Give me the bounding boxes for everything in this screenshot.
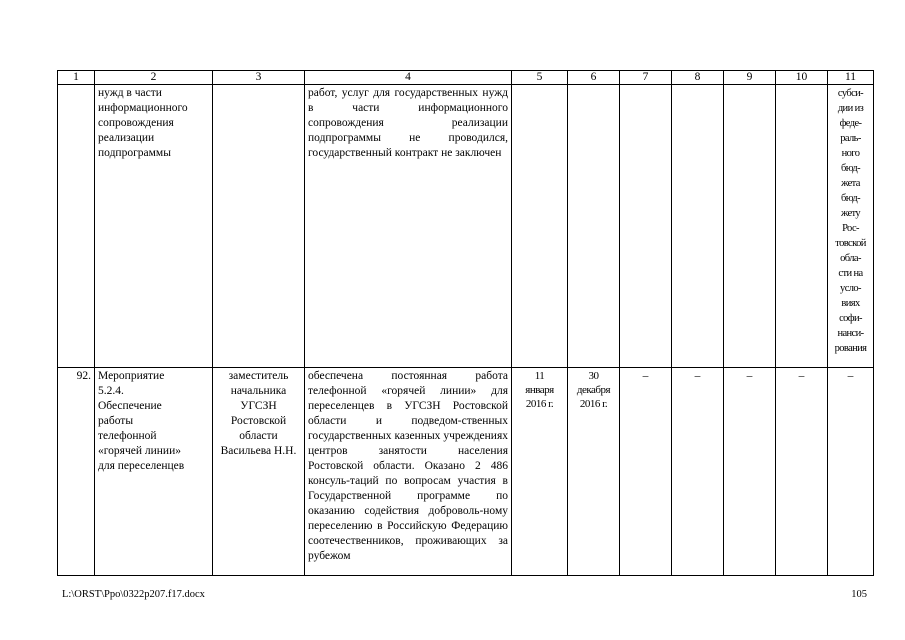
footer-file-path: L:\ORST\Ppo\0322p207.f17.docx [62, 589, 205, 600]
cell-col-7 [620, 85, 672, 368]
header-cell-10: 10 [776, 71, 828, 85]
cell-col-9: – [724, 368, 776, 576]
footer-page-number: 105 [851, 589, 867, 600]
cell-col-8 [672, 85, 724, 368]
cell-col-10: – [776, 368, 828, 576]
table-row-92 [58, 368, 874, 576]
header-cell-5: 5 [512, 71, 568, 85]
cell-col-7: – [620, 368, 672, 576]
header-cell-9: 9 [724, 71, 776, 85]
cell-number [58, 85, 95, 368]
cell-col-11: – [828, 368, 874, 576]
cell-col-10 [776, 85, 828, 368]
cell-end-date: 30 декабря 2016 г. [568, 368, 620, 576]
cell-col-11: субси- дии из феде- раль- ного бюд- жета бюд- жету Рос- товской обла- сти на усло- виях софи- нанси- рования [828, 85, 874, 368]
header-cell-1: 1 [58, 71, 95, 85]
table-row-continuation [58, 85, 874, 368]
cell-col-9 [724, 85, 776, 368]
header-cell-8: 8 [672, 71, 724, 85]
cell-result: обеспечена постоянная работа телефонной «горячей линии» для переселенцев в УГСЗН Ростовской области и подведом-ственных государственных казенных учреждениях центров занятости населения Ростовской области. Оказано 2 486 консуль-таций по вопросам участия в Государственной программе по оказанию содействия доброволь-ному переселению в Российскую Федерацию соотечественников, проживающих за рубежом [305, 368, 512, 576]
report-table [57, 70, 874, 576]
cell-event-name: нужд в части информационного сопровождения реализации подпрограммы [95, 85, 213, 368]
header-cell-11: 11 [828, 71, 874, 85]
cell-responsible: заместитель начальника УГСЗН Ростовской области Васильева Н.Н. [213, 368, 305, 576]
header-cell-7: 7 [620, 71, 672, 85]
header-cell-6: 6 [568, 71, 620, 85]
header-cell-3: 3 [213, 71, 305, 85]
header-cell-4: 4 [305, 71, 512, 85]
cell-result: работ, услуг для государственных нужд в части информационного сопровождения реализации подпрограммы не проводился, государственный контракт не заключен [305, 85, 512, 368]
cell-col-8: – [672, 368, 724, 576]
cell-end-date [568, 85, 620, 368]
cell-start-date [512, 85, 568, 368]
cell-event-name: Мероприятие 5.2.4. Обеспечение работы телефонной «горячей линии» для переселенцев [95, 368, 213, 576]
header-row [58, 71, 874, 85]
cell-number: 92. [58, 368, 95, 576]
cell-responsible [213, 85, 305, 368]
header-cell-2: 2 [95, 71, 213, 85]
cell-start-date: 11 января 2016 г. [512, 368, 568, 576]
